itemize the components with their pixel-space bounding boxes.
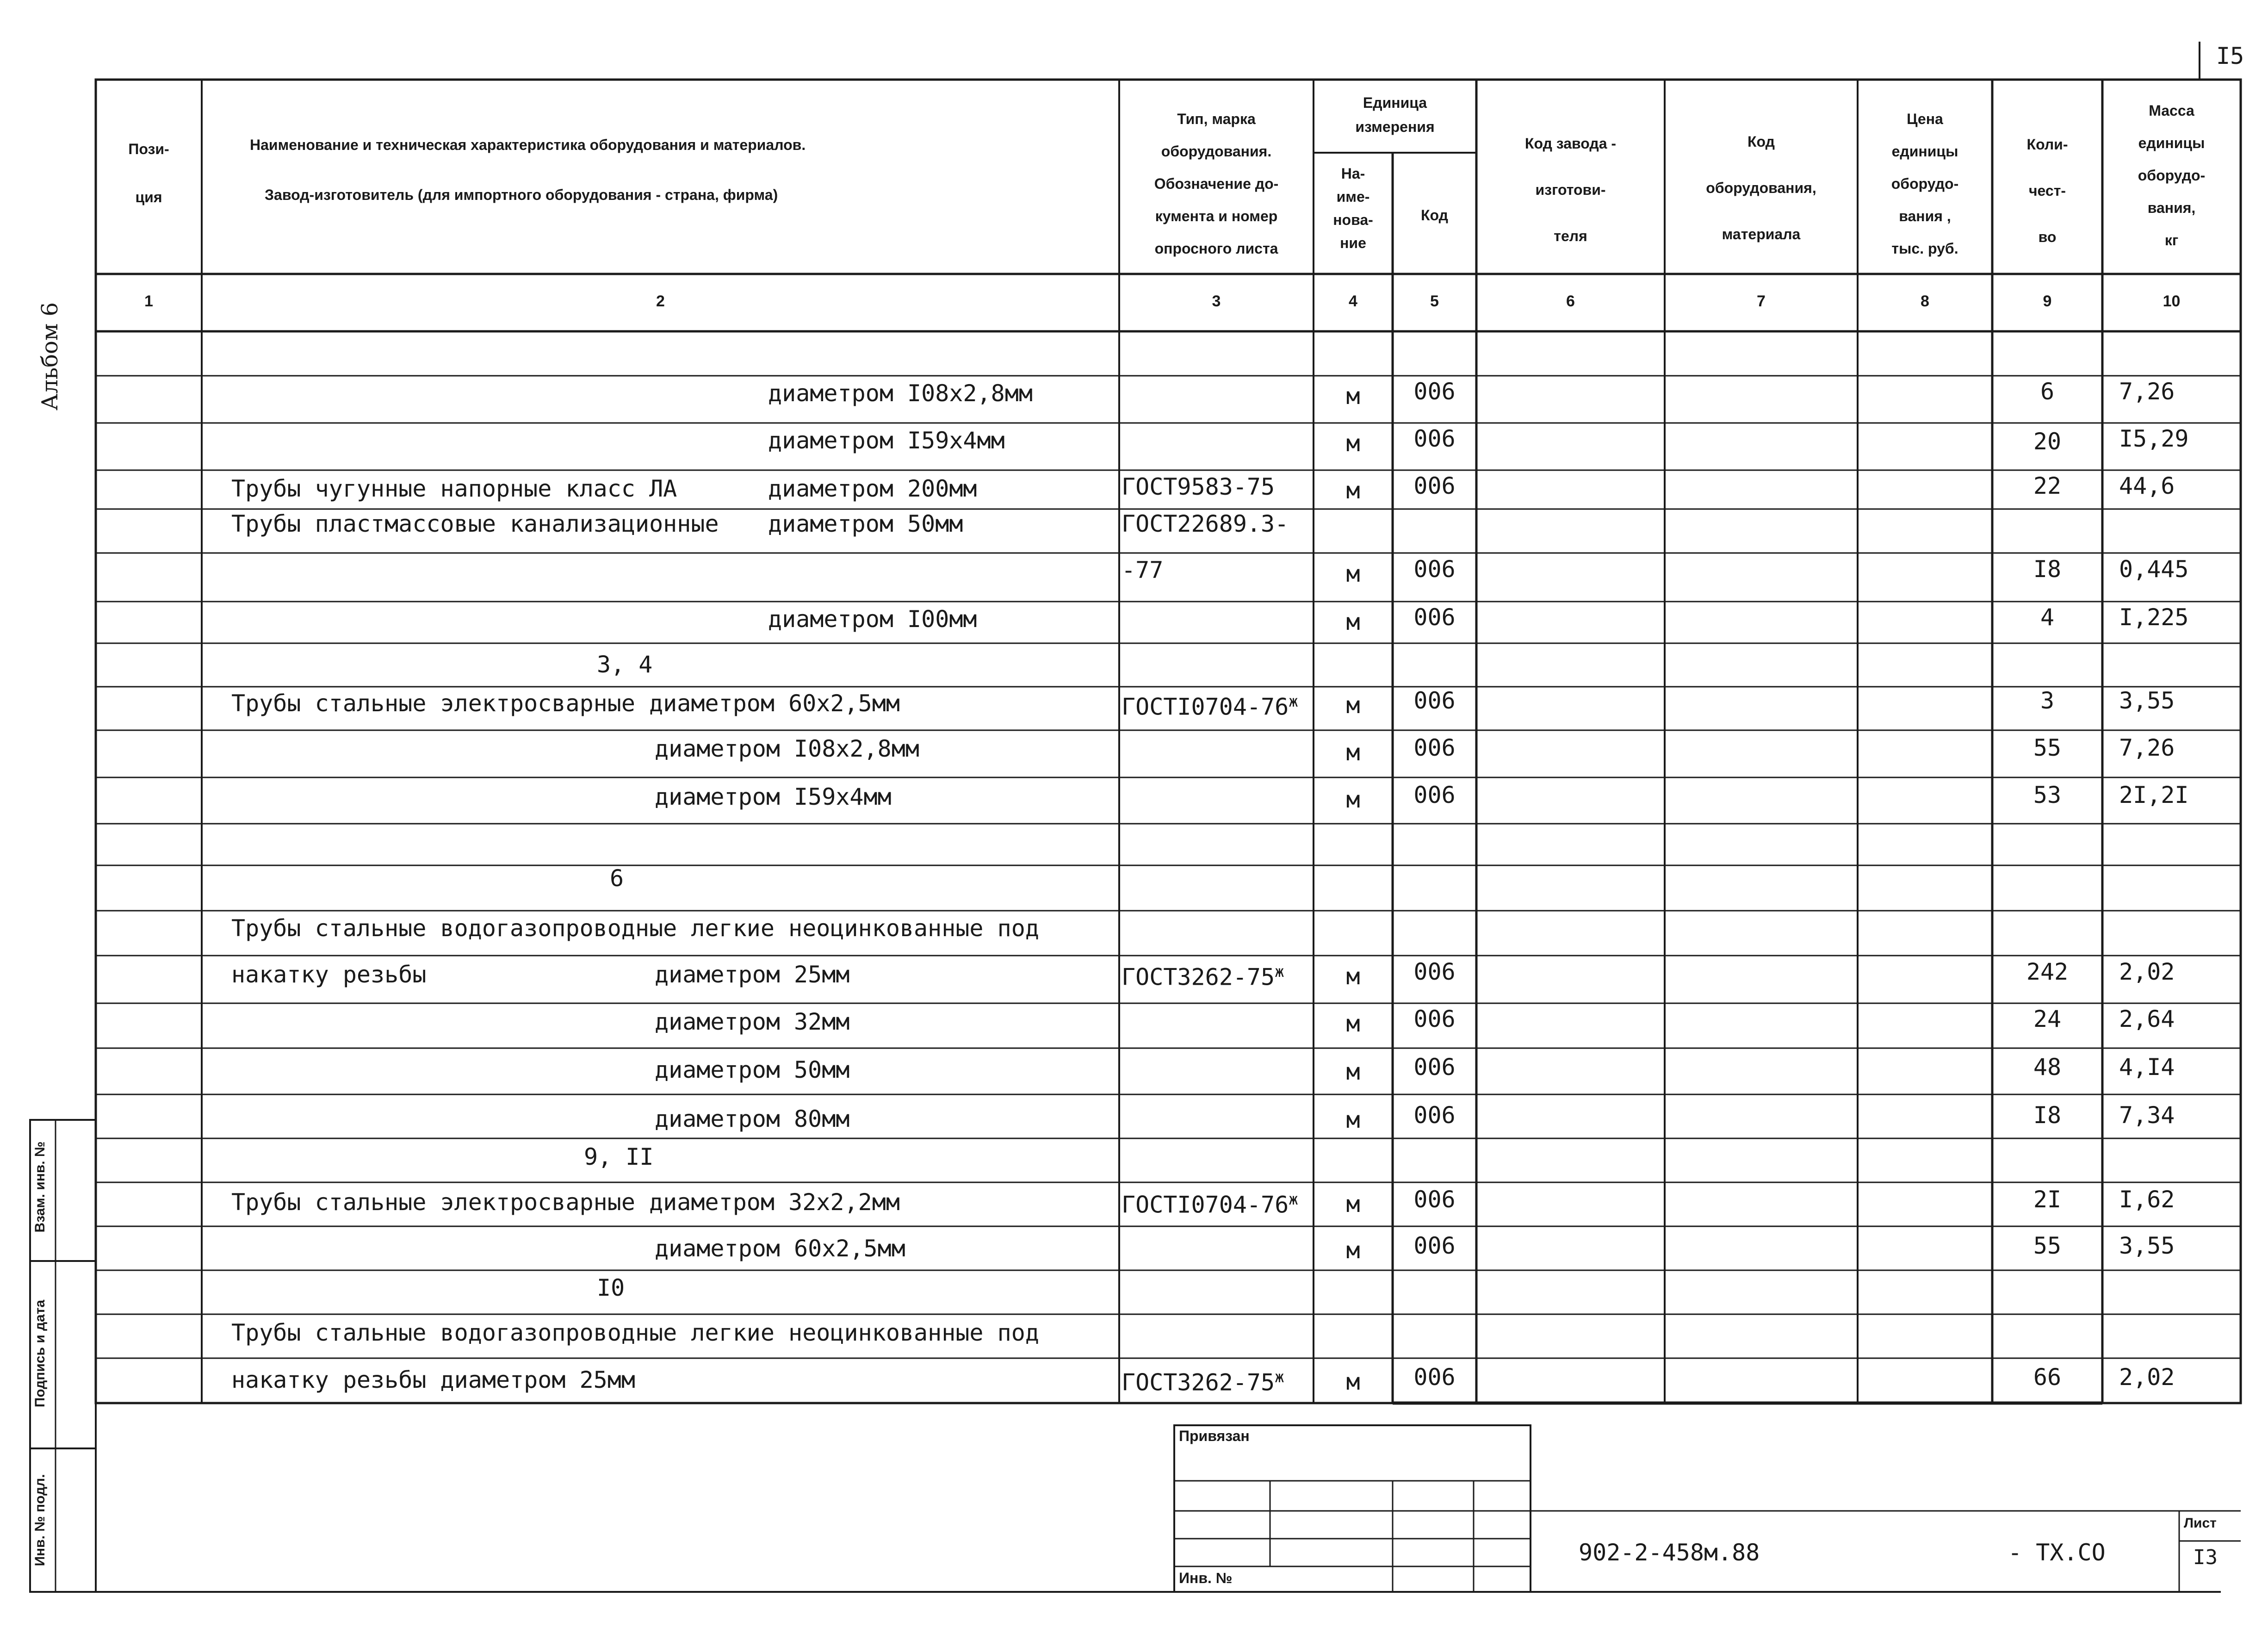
row-21-qty: 55 [2033,1232,2062,1259]
col-num-2: 2 [656,292,665,310]
row-20-qty: 2I [2033,1186,2062,1213]
row-6-mass: 0,445 [2119,556,2189,583]
row-21-mass: 3,55 [2119,1232,2175,1259]
row-3-code: 006 [1413,425,1456,452]
row-7-code: 006 [1413,604,1456,631]
row-15-type: $ГОСТ3262-75^ж$ [1122,963,1284,991]
row-10-code: 006 [1413,734,1456,761]
col-num-3: 3 [1212,292,1221,310]
row-16-sub: диаметром 32мм [655,1008,850,1035]
row-11-sub: диаметром I59x4мм [655,783,892,810]
row-4-code: 006 [1413,472,1456,499]
row-17-code: 006 [1413,1054,1456,1081]
row-2-qty: 6 [2040,378,2055,405]
header-price: Цена единицы оборудо- вания , тыс. руб. [1891,111,1959,257]
row-4-type: ГОСТ9583-75 [1122,473,1275,500]
header-type-mark: Тип, марка оборудования. Обозначение до- кумента и номер опросного листа [1154,111,1279,257]
bind-stamp-inv: Инв. № [1179,1570,1233,1586]
row-9-unit: м [1346,692,1360,719]
row-15-name: накатку резьбы [231,961,427,988]
row-9-name: Трубы стальные электросварные диаметром 60x2,5мм [231,690,900,717]
row-11-qty: 53 [2033,782,2062,808]
stamp-inv-replace: Взам. инв. № [32,1141,48,1233]
row-18-mass: 7,34 [2119,1102,2175,1129]
row-17-sub: диаметром 50мм [655,1056,850,1083]
row-21-sub: диаметром 60x2,5мм [655,1235,905,1262]
row-24-name: накатку резьбы диаметром 25мм [231,1367,635,1393]
stamp-inv-original: Инв. № подл. [32,1474,48,1566]
row-3-qty: 20 [2033,428,2062,455]
row-5-name: Трубы пластмассовые канализационные [231,510,719,537]
row-24-mass: 2,02 [2119,1364,2175,1391]
row-6-type: -77 [1122,557,1164,584]
row-21-code: 006 [1413,1232,1456,1259]
header-unit: Единица измерения [1355,94,1435,135]
row-20-name: Трубы стальные электросварные диаметром 32x2,2мм [231,1189,900,1216]
row-5-type: ГОСТ22689.3- [1122,510,1289,537]
document-suffix: - ТХ.СО [2008,1539,2106,1566]
row-17-mass: 4,I4 [2119,1054,2175,1081]
row-23-name: Трубы стальные водогазопроводные легкие неоцинкованные под [231,1319,1039,1346]
list-label: Лист [2184,1516,2217,1531]
row-17-unit: м [1346,1058,1360,1085]
header-unit-code: Код [1421,207,1448,224]
row-15-sub: диаметром 25мм [655,961,850,988]
list-number: I3 [2193,1546,2218,1569]
row-2-mass: 7,26 [2119,378,2175,405]
row-24-code: 006 [1413,1364,1456,1391]
row-7-qty: 4 [2040,604,2055,631]
row-22-position-group: I0 [597,1274,625,1301]
row-11-code: 006 [1413,782,1456,808]
row-2-code: 006 [1413,378,1456,405]
row-24-unit: м [1346,1368,1360,1395]
row-7-sub: диаметром I00мм [768,606,977,633]
row-9-mass: 3,55 [2119,687,2175,714]
row-19-position-group: 9, II [584,1143,654,1170]
row-18-sub: диаметром 80мм [655,1106,850,1132]
row-16-qty: 24 [2033,1006,2062,1032]
row-24-qty: 66 [2033,1364,2062,1391]
row-20-code: 006 [1413,1186,1456,1213]
row-10-sub: диаметром I08x2,8мм [655,735,919,762]
stamp-sign-date: Подпись и дата [32,1299,48,1408]
header-quantity: Коли- чест- во [2026,136,2068,245]
row-3-sub: диаметром I59x4мм [768,427,1005,454]
row-8-position-group: 3, 4 [597,651,653,678]
row-10-qty: 55 [2033,734,2062,761]
header-name-line2: Завод-изготовитель (для импортного оборудования - страна, фирма) [265,186,778,203]
header-factory-code: Код завода - изготови- теля [1524,135,1617,244]
row-7-unit: м [1346,609,1360,635]
page-number: I5 [2216,43,2244,69]
row-16-code: 006 [1413,1006,1456,1032]
row-20-type: $ГОСТI0704-76^ж$ [1122,1190,1298,1218]
row-10-unit: м [1346,739,1360,766]
row-20-unit: м [1346,1191,1360,1218]
bind-stamp-title: Привязан [1179,1428,1250,1444]
row-2-sub: диаметром I08x2,8мм [768,380,1033,407]
header-equipment-code: Код оборудования, материала [1706,133,1816,242]
document-code: 902-2-458м.88 [1579,1539,1760,1566]
row-6-code: 006 [1413,556,1456,583]
row-21-unit: м [1346,1237,1360,1264]
row-4-mass: 44,6 [2119,472,2175,499]
row-15-code: 006 [1413,958,1456,985]
row-4-sub: диаметром 200мм [768,475,977,502]
row-20-mass: I,62 [2119,1186,2175,1213]
row-6-qty: I8 [2033,556,2062,583]
row-18-qty: I8 [2033,1102,2062,1129]
row-4-name: Трубы чугунные напорные класс ЛА [231,475,677,502]
col-num-6: 6 [1566,292,1575,310]
row-17-qty: 48 [2033,1054,2062,1081]
col-num-9: 9 [2043,292,2052,310]
row-16-mass: 2,64 [2119,1006,2175,1032]
row-9-qty: 3 [2040,687,2055,714]
col-num-4: 4 [1349,292,1357,310]
row-2-unit: м [1346,383,1360,410]
row-3-unit: м [1346,430,1360,457]
row-10-mass: 7,26 [2119,734,2175,761]
row-18-unit: м [1346,1106,1360,1133]
col-num-10: 10 [2163,292,2181,310]
col-num-5: 5 [1430,292,1439,310]
header-mass: Масса единицы оборудо- вания, кг [2138,102,2206,248]
row-4-qty: 22 [2033,472,2062,499]
row-4-unit: м [1346,477,1360,504]
row-3-mass: I5,29 [2119,425,2189,452]
row-14-name: Трубы стальные водогазопроводные легкие неоцинкованные под [231,915,1039,942]
col-num-8: 8 [1921,292,1929,310]
row-24-type: $ГОСТ3262-75^ж$ [1122,1368,1284,1396]
row-5-sub: диаметром 50мм [768,510,963,537]
row-9-type: $ГОСТI0704-76^ж$ [1122,692,1298,721]
row-7-mass: I,225 [2119,604,2189,631]
row-16-unit: м [1346,1010,1360,1037]
row-11-mass: 2I,2I [2119,782,2189,808]
album-label: Альбом 6 [37,302,63,410]
row-15-qty: 242 [2026,958,2069,985]
col-num-1: 1 [144,292,153,310]
header-position: Пози- ция [128,141,169,205]
col-num-7: 7 [1757,292,1766,310]
row-15-mass: 2,02 [2119,958,2175,985]
row-18-code: 006 [1413,1102,1456,1129]
header-unit-name: На- име- нова- ние [1333,165,1373,251]
row-11-unit: м [1346,786,1360,813]
row-9-code: 006 [1413,687,1456,714]
row-15-unit: м [1346,963,1360,990]
row-13-position-group: 6 [610,865,624,892]
row-6-unit: м [1346,560,1360,587]
header-name-line1: Наименование и техническая характеристика оборудования и материалов. [250,137,806,153]
